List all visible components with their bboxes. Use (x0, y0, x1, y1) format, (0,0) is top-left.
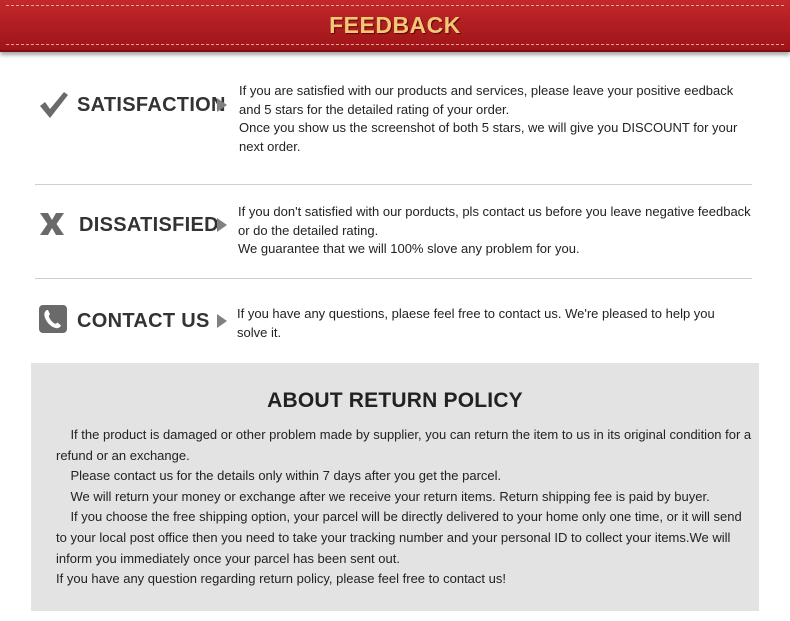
return-policy-text (56, 425, 752, 590)
phone-icon (39, 305, 67, 333)
satisfaction-arrow-icon (217, 98, 227, 112)
return-policy-box (31, 363, 759, 611)
policy-paragraph: If the product is damaged or other problem made by supplier, you can return the item to us in its original condition for a refund or an exchange. (56, 427, 752, 463)
satisfaction-text (239, 82, 749, 156)
satisfaction-line-2: Once you show us the screenshot of both 5 stars, we will give you DISCOUNT for your next order. (239, 120, 738, 154)
dissatisfied-text (238, 203, 763, 259)
dissatisfied-section (35, 203, 755, 263)
x-mark-icon (39, 212, 65, 236)
policy-paragraph: If you choose the free shipping option, your parcel will be directly delivered to your home only one time, or it will send to your local post office then you need to take your tracking number and your personal ID to collect your items.We will inform you immediately once your parcel has been sent out. (56, 509, 742, 566)
checkmark-icon (39, 91, 69, 119)
satisfaction-line-1: If you are satisfied with our products and services, please leave your positive eedback and 5 stars for the detailed rating of your order. (239, 83, 734, 117)
dissatisfied-line-1: If you don't satisfied with our porducts, pls contact us before you leave negative feedback or do the detailed rating. (238, 204, 751, 238)
satisfaction-label: SATISFACTION (77, 94, 226, 116)
policy-paragraph: If you have any question regarding return policy, please feel free to contact us! (56, 571, 506, 587)
dissatisfied-arrow-icon (217, 218, 227, 232)
section-divider (35, 184, 752, 185)
satisfaction-section (35, 82, 755, 162)
section-divider (35, 278, 752, 279)
return-policy-title: ABOUT RETURN POLICY (267, 389, 523, 412)
feedback-banner (0, 0, 790, 52)
dissatisfied-line-2: We guarantee that we will 100% slove any problem for you. (238, 241, 580, 256)
contact-label: CONTACT US (77, 310, 210, 332)
contact-text (237, 305, 737, 342)
policy-paragraph: We will return your money or exchange after we receive your return items. Return shipping fee is paid by buyer. (56, 488, 710, 504)
dissatisfied-label: DISSATISFIED (79, 214, 219, 236)
policy-paragraph: Please contact us for the details only within 7 days after you get the parcel. (56, 468, 502, 484)
contact-section (35, 305, 755, 345)
contact-line-1: If you have any questions, plaese feel free to contact us. We're pleased to help you solve it. (237, 306, 715, 340)
banner-title: FEEDBACK (329, 12, 461, 38)
contact-arrow-icon (217, 314, 227, 328)
